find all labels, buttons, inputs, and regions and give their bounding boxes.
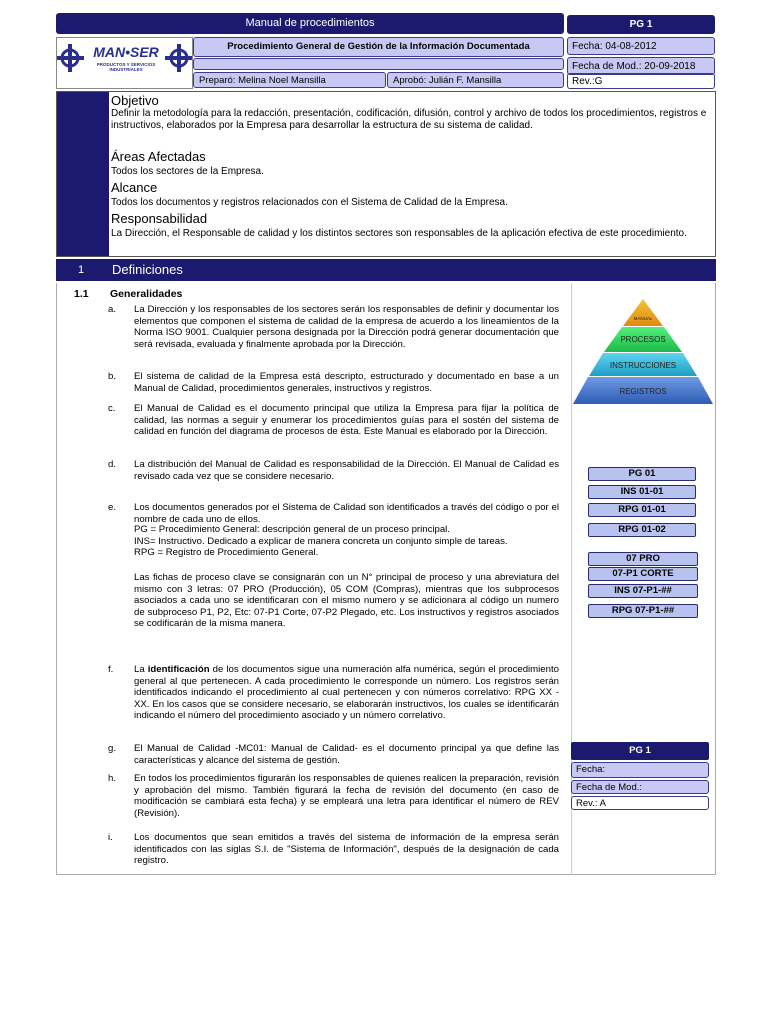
responsibility-heading: Responsabilidad <box>111 211 208 226</box>
example-rev: Rev.: A <box>571 796 709 810</box>
list-item <box>108 832 560 868</box>
section-title: Definiciones <box>112 262 183 277</box>
example-fecha-mod: Fecha de Mod.: <box>571 780 709 794</box>
item-letter: i. <box>108 832 113 843</box>
areas-heading: Áreas Afectadas <box>111 149 206 164</box>
item-text-bold: identificación <box>147 664 210 675</box>
item-text: La Dirección y los responsables de los sectores serán los responsables de definir y documentar los elementos que componen el sistema de calidad de la empresa de acuerdo a los lineamientos de la Norma ISO 9001. Cualquier persona designada por la Dirección podrá generar documentación que será revisada, evaluada y finalmente aprobada por la Dirección. <box>134 304 559 350</box>
code-register: RPG 07-P1-## <box>588 604 698 618</box>
item-text: Los documentos generados por el Sistema de Calidad son identificados a través del código o por el nombre de cada uno de ellos. <box>134 502 559 525</box>
item-text: La distribución del Manual de Calidad es responsabilidad de la Dirección. El Manual de Calidad es revisado cada vez que se considere necesario. <box>134 459 559 482</box>
example-fecha: Fecha: <box>571 762 709 778</box>
item-text: El Manual de Calidad -MC01: Manual de Calidad- es el documento principal ya que define las características y alcance del sistema de gestión. <box>134 743 559 766</box>
list-item <box>108 459 560 483</box>
item-letter: h. <box>108 773 117 784</box>
item-text: El sistema de calidad de la Empresa está descripto, estructurado y documentado en base a un Manual de Calidad, procedimientos generales, instructivos y registros. <box>134 371 559 394</box>
item-text: En todos los procedimientos figurarán los responsables de quienes realicen la preparación, revisión y aprobación del mismo. También figurará la fecha de revisión del documento (en caso de modificación se cambiará esta fecha) y se empleará una letra para identificar el número de REV (Revisión). <box>134 773 559 819</box>
code-ins: INS 01-01 <box>588 485 696 499</box>
item-rpg-def: RPG = Registro de Procedimiento General. <box>134 547 319 558</box>
manual-title: Manual de procedimientos <box>56 13 564 34</box>
date-field: Fecha: 04-08-2012 <box>567 37 715 55</box>
item-pg-def: PG = Procedimiento General: descripción general de un proceso principal. <box>134 524 450 535</box>
page-code: PG 1 <box>567 15 715 34</box>
list-item <box>108 773 560 821</box>
document-pyramid <box>571 299 715 405</box>
revision-field: Rev.:G <box>567 73 715 89</box>
code-rpg: RPG 01-01 <box>588 503 696 517</box>
approved-by: Aprobó: Julián F. Mansilla <box>387 72 564 88</box>
item-letter: a. <box>108 304 117 315</box>
code-pg: PG 01 <box>588 467 696 481</box>
code-process: 07 PRO <box>588 552 698 566</box>
item-letter: b. <box>108 371 117 382</box>
logo-tagline: PRODUCTOS Y SERVICIOS INDUSTRIALES <box>96 62 156 72</box>
scope-text: Todos los documentos y registros relacionados con el Sistema de Calidad de la Empresa. <box>111 197 508 208</box>
item-text: Los documentos que sean emitidos a través del sistema de información de la empresa serán identificados con las siglas S.I. de "Sistema de Información", después de la designación de cada registro. <box>134 832 559 867</box>
item-fichas: Las fichas de proceso clave se consignarán con un N° principal de proceso y una abreviatura del mismo con 3 letras: 07 PRO (Producción), 05 COM (Compras), mientras que los subprocesos asociados a cada uno se identificaran con el mismo numero y se adicionara al código un numero de subproceso P1, P2, Etc: 07-P1 Corte, 07-P2 Plegado, etc. Los instructivos y registros asociados se codificarán de la misma manera. <box>134 572 559 630</box>
objective-text: Definir la metodología para la redacción, presentación, codificación, difusión, control y archivo de todos los procedimientos, registros e instructivos, elaborados por la Empresa para desarrollar la estructura de su sistema de calidad. <box>111 108 707 131</box>
pyramid-top <box>623 299 663 326</box>
item-ins-def: INS= Instructivo. Dedicado a explicar de manera concreta un conjunto simple de tareas. <box>134 536 508 547</box>
code-subprocess: 07-P1 CORTE <box>588 567 698 581</box>
responsibility-text: La Dirección, el Responsable de calidad y los distintos sectores son responsables de la aplicación efectiva de este procedimiento. <box>111 228 687 239</box>
item-text <box>134 664 559 722</box>
item-letter: f. <box>108 664 114 675</box>
list-item <box>108 743 560 767</box>
item-letter: e. <box>108 502 117 513</box>
list-item <box>108 304 560 350</box>
list-item <box>108 664 560 734</box>
logo-brand: MAN•SER <box>93 44 159 60</box>
mod-date-field: Fecha de Mod.: 20-09-2018 <box>567 57 715 75</box>
subsection-title: Generalidades <box>110 288 183 300</box>
item-text-pre: La <box>134 664 148 675</box>
item-letter: d. <box>108 459 117 470</box>
example-code: PG 1 <box>571 742 709 760</box>
list-item <box>108 403 560 449</box>
code-instructive: INS 07-P1-## <box>588 584 698 598</box>
list-item <box>108 371 560 395</box>
item-text: El Manual de Calidad es el documento principal que utiliza la Empresa para fijar la política de calidad, las normas a seguir y enumerar los procedimientos guías para el sostén del sistema de calidad en función del diagrama de procesos de ésta. Este Manual es elaborado por la Dirección. <box>134 403 559 438</box>
prepared-by: Preparó: Melina Noel Mansilla <box>193 72 386 88</box>
list-item <box>108 502 560 632</box>
pyramid-top-label: MANUAL <box>633 316 653 321</box>
objective-sidebar <box>57 92 109 256</box>
scope-heading: Alcance <box>111 180 158 195</box>
pyramid-second-label: PROCESOS <box>620 335 666 344</box>
company-logo <box>56 37 193 89</box>
code-rpg: RPG 01-02 <box>588 523 696 537</box>
blank-row <box>193 58 564 70</box>
section-header <box>56 259 716 281</box>
objective-heading: Objetivo <box>111 93 159 108</box>
item-letter: c. <box>108 403 116 414</box>
subsection-number: 1.1 <box>74 288 89 300</box>
item-text-rest: de los documentos sigue una numeración alfa numérica, según el procedimiento general al que pertenecen. A cada procedimiento le corresponde un número. Los registros serán identificados indicando el procedimiento al cual pertenecen y con números correlativo: RPG XX - XX. En los casos que se considere necesario, se elaborarán instructivos, los cuales se identificarán indicando el número del procedimiento asociado y un número correlativo. <box>134 664 559 722</box>
item-letter: g. <box>108 743 117 754</box>
pyramid-third-label: INSTRUCCIONES <box>609 361 677 370</box>
procedure-title: Procedimiento General de Gestión de la Información Documentada <box>193 37 564 57</box>
section-number: 1 <box>78 264 85 276</box>
pyramid-base-label: REGISTROS <box>619 387 667 396</box>
areas-text: Todos los sectores de la Empresa. <box>111 166 264 177</box>
